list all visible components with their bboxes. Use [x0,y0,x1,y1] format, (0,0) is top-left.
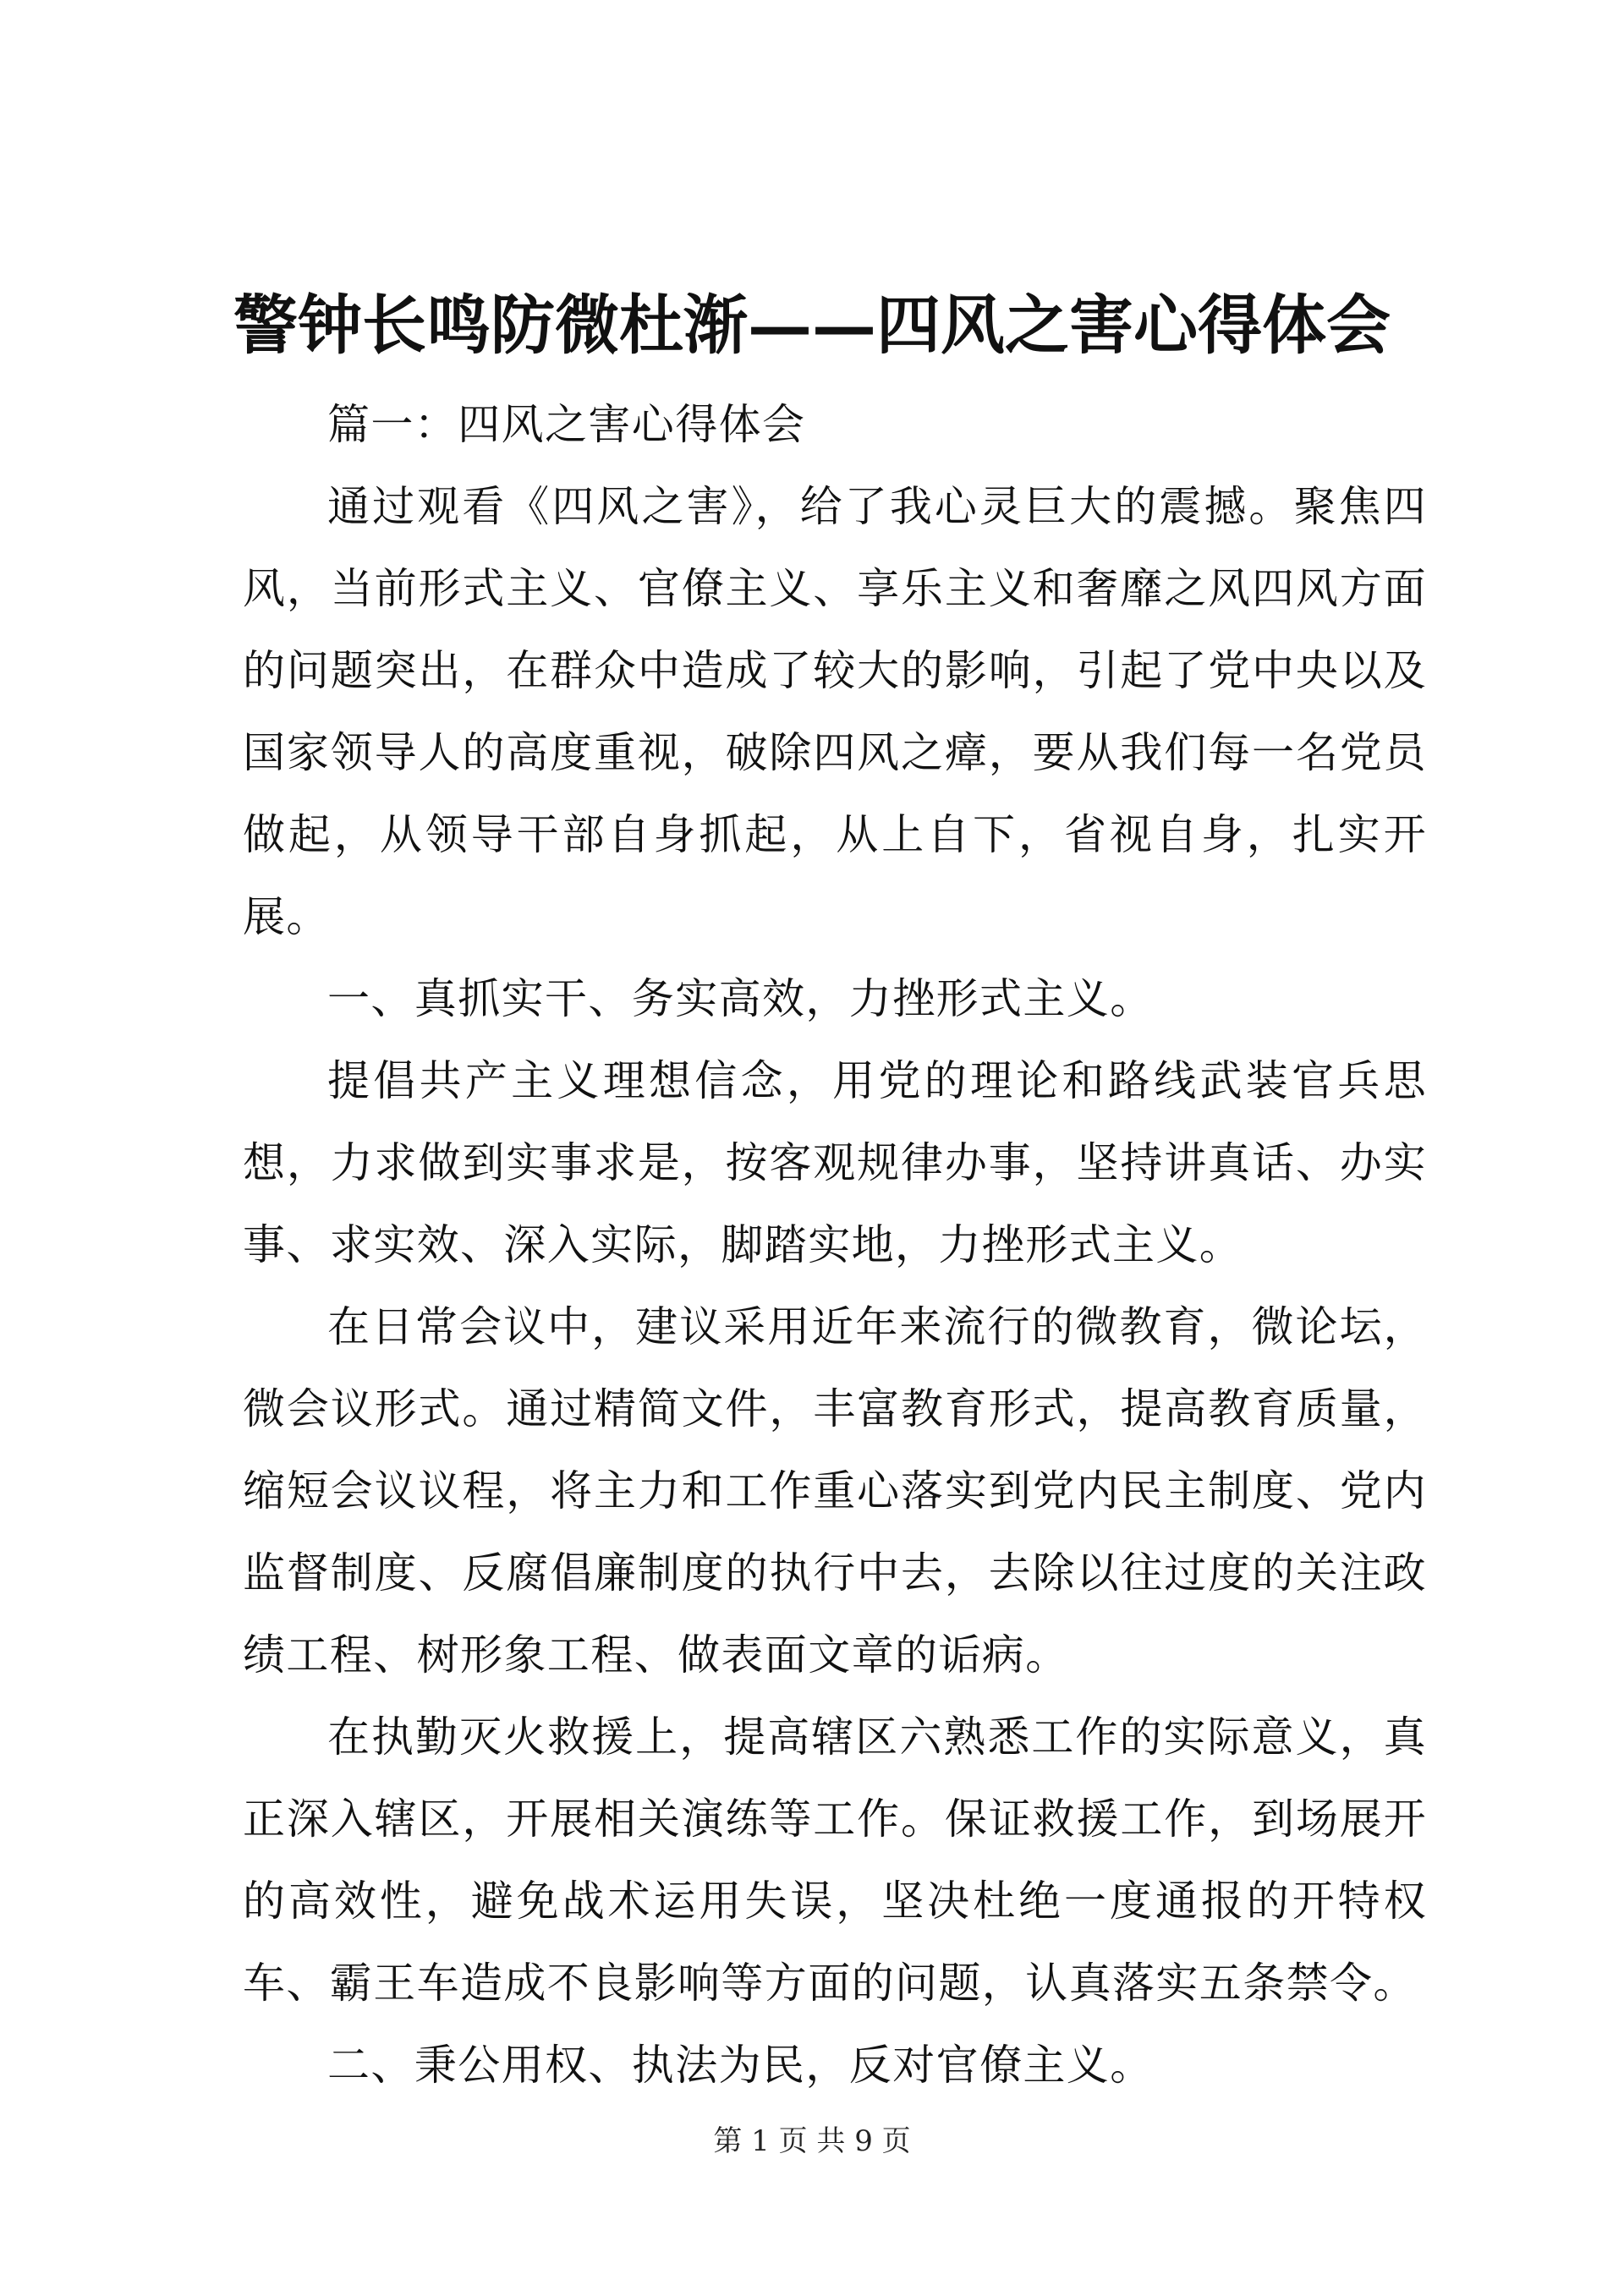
page-number-footer: 第 1 页 共 9 页 [713,2124,911,2158]
section-heading-one: 一、真抓实干、务实高效，力挫形式主义。 [327,974,1154,1023]
body-paragraph: 在日常会议中，建议采用近年来流行的微教育，微论坛，微会议形式。通过精简文件，丰富教育形式，提高教育质量，缩短会议议程，将主力和工作重心落实到党内民主制度、党内监督制度、反腐倡廉制度的执行中去，去除以往过度的关注政绩工程、树形象工程、做表面文章的诟病。 [243,1302,1427,1680]
body-paragraph: 通过观看《四风之害》，给了我心灵巨大的震撼。聚焦四风，当前形式主义、官僚主义、享乐主义和奢靡之风四风方面的问题突出，在群众中造成了较大的影响，引起了党中央以及国家领导人的高度重视，破除四风之瘴，要从我们每一名党员做起，从领导干部自身抓起，从上自下，省视自身，扎实开展。 [243,482,1427,941]
document-title: 警钟长鸣防微杜渐——四风之害心得体会 [233,288,1391,363]
body-paragraph: 提倡共产主义理想信念，用党的理论和路线武装官兵思想，力求做到实事求是，按客观规律办事，坚持讲真话、办实事、求实效、深入实际，脚踏实地，力挫形式主义。 [243,1056,1427,1269]
document-body [243,384,1427,2107]
section-heading-two: 二、秉公用权、执法为民，反对官僚主义。 [327,2041,1154,2090]
body-paragraph: 在执勤灭火救援上，提高辖区六熟悉工作的实际意义，真正深入辖区，开展相关演练等工作。保证救援工作，到场展开的高效性，避免战术运用失误，坚决杜绝一度通报的开特权车、霸王车造成不良影响等方面的问题，认真落实五条禁令。 [243,1712,1427,2008]
section-heading-part-one: 篇一：四风之害心得体会 [327,400,806,449]
